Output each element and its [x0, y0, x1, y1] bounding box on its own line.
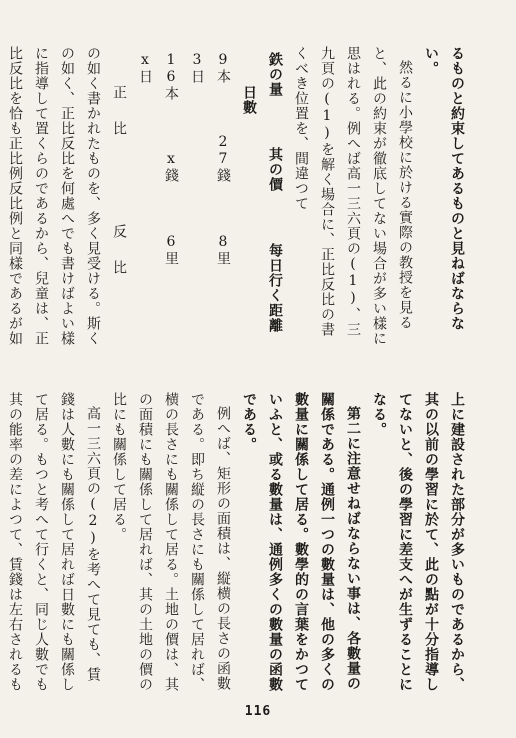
table-cell: 8里 [215, 234, 231, 267]
table-cell: 16本 [163, 51, 179, 101]
paragraph: の如く書かれたものを、多く見受ける。斯くの如く、正比反比を何處へでも書けばよい樣に指導して置くらのであるから、兒童は、正比反比を恰も正比例反比例と同樣であるが如 [7, 46, 101, 346]
table-labels [106, 46, 132, 346]
paragraph: るものと約束してあるものと見ねばならない。 [423, 46, 465, 331]
proportion-table [236, 46, 288, 346]
table-header-distance: 每日行く距離 [267, 243, 283, 334]
table-cell: 9本 [215, 51, 231, 84]
table-cell: 6里 [163, 234, 179, 267]
paragraph: 高一三六頁の(2)を考へて見ても、賃錢は人數にも關係して居れば日數にも關係して居る。もつと考へて行くと、同じ人數でも其の能率の差によつて、賃錢は左右されるも [7, 392, 101, 692]
page-number: 116 [244, 704, 272, 719]
paragraph: 第二に注意せねばならない事は、各數量の關係である。通例一つの數量は、他の多くの數量に關係して居る。數學的の言葉をかつていふと、或る數量は、通例多くの數量の函數である。 [241, 392, 361, 692]
paragraph: 然るに小學校に於ける實際の教授を見ると、此の約束が徹底してない場合が多い樣に思はれる。例へば高一三六頁の(1)、三九頁の(1)を解く場合に、正比反比の書くべき位置を、間違つて [293, 46, 413, 346]
table-cell: 27錢 [215, 134, 231, 184]
lower-text-block [7, 392, 470, 692]
paragraph: 上に建設された部分が多いものであるから、其の以前の學習に於て、此の點が十分指導してないと、後の學習に差支へが生ずることになる。 [371, 392, 465, 692]
label-direct-ratio: 正 比 [111, 85, 127, 140]
label-inverse-ratio: 反 比 [111, 223, 127, 278]
table-cell: x日 [137, 51, 153, 84]
table-header-item: 鉄の量 [267, 51, 283, 97]
table-row [132, 46, 184, 346]
table-header-days: 日數 [241, 85, 257, 116]
table-header-price: 其の價 [267, 147, 283, 193]
paragraph: 例へば、矩形の面積は、縦横の長さの函數である。即ち縦の長さにも關係して居れば、横の長さにも關係して居る。土地の價は、其の面積にも關係して居れば、其の土地の價の比にも關係して居る。 [111, 392, 231, 692]
table-cell: 3日 [189, 51, 205, 84]
upper-text-block [7, 46, 470, 346]
table-cell: x錢 [163, 151, 179, 184]
table-row [184, 46, 236, 346]
